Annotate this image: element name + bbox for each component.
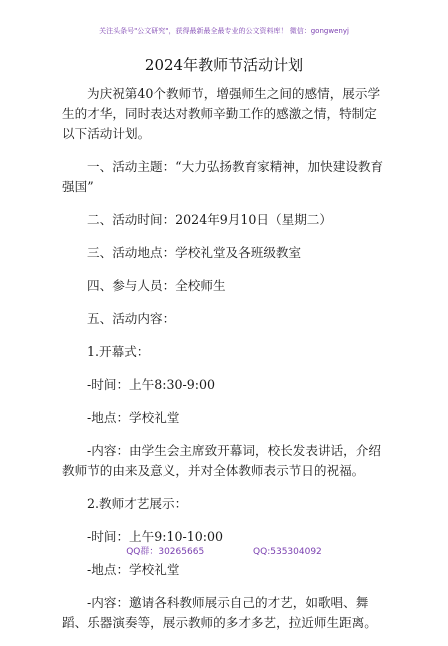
section-participants: 四、参与人员：全校师生 xyxy=(87,278,226,293)
item-talent-content: -内容：邀请各科教师展示自己的才艺，如歌唱、舞蹈、乐器演奏等，展示教师的多才多艺，拉近师生距离。 xyxy=(62,595,377,630)
item-talent-heading: 2.教师才艺展示： xyxy=(87,496,188,511)
section-theme: 一、活动主题：“大力弘扬教育家精神，加快建设教育强国” xyxy=(62,159,384,194)
footer-qq-group: QQ群：30265665 xyxy=(126,547,205,557)
footer-contact xyxy=(0,544,448,557)
header-banner: 关注头条号"公文研究"，获得最新最全最专业的公文资料库！ 微信：gongwenyj xyxy=(99,27,349,35)
item-opening-content: -内容：由学生会主席致开幕词，校长发表讲话，介绍教师节的由来及意义，并对全体教师表示节日的祝福。 xyxy=(62,443,381,478)
section-time: 二、活动时间：2024年9月10日（星期二） xyxy=(87,212,332,227)
intro-paragraph: 为庆祝第40个教师节，增强师生之间的感情，展示学生的才华，同时表达对教师辛勤工作的感激之情，特制定以下活动计划。 xyxy=(62,86,381,141)
item-talent-time: -时间：上午9:10-10:00 xyxy=(87,529,224,544)
section-content-heading: 五、活动内容： xyxy=(87,311,176,326)
section-location: 三、活动地点：学校礼堂及各班级教室 xyxy=(87,245,302,260)
item-opening-time: -时间：上午8:30-9:00 xyxy=(87,377,216,392)
document-title: 2024年教师节活动计划 xyxy=(144,56,304,74)
item-opening-heading: 1.开幕式： xyxy=(87,344,150,359)
item-talent-location: -地点：学校礼堂 xyxy=(87,562,180,577)
document-body xyxy=(62,84,387,646)
item-opening-location: -地点：学校礼堂 xyxy=(87,410,180,425)
footer-qq: QQ:535304092 xyxy=(253,547,322,557)
